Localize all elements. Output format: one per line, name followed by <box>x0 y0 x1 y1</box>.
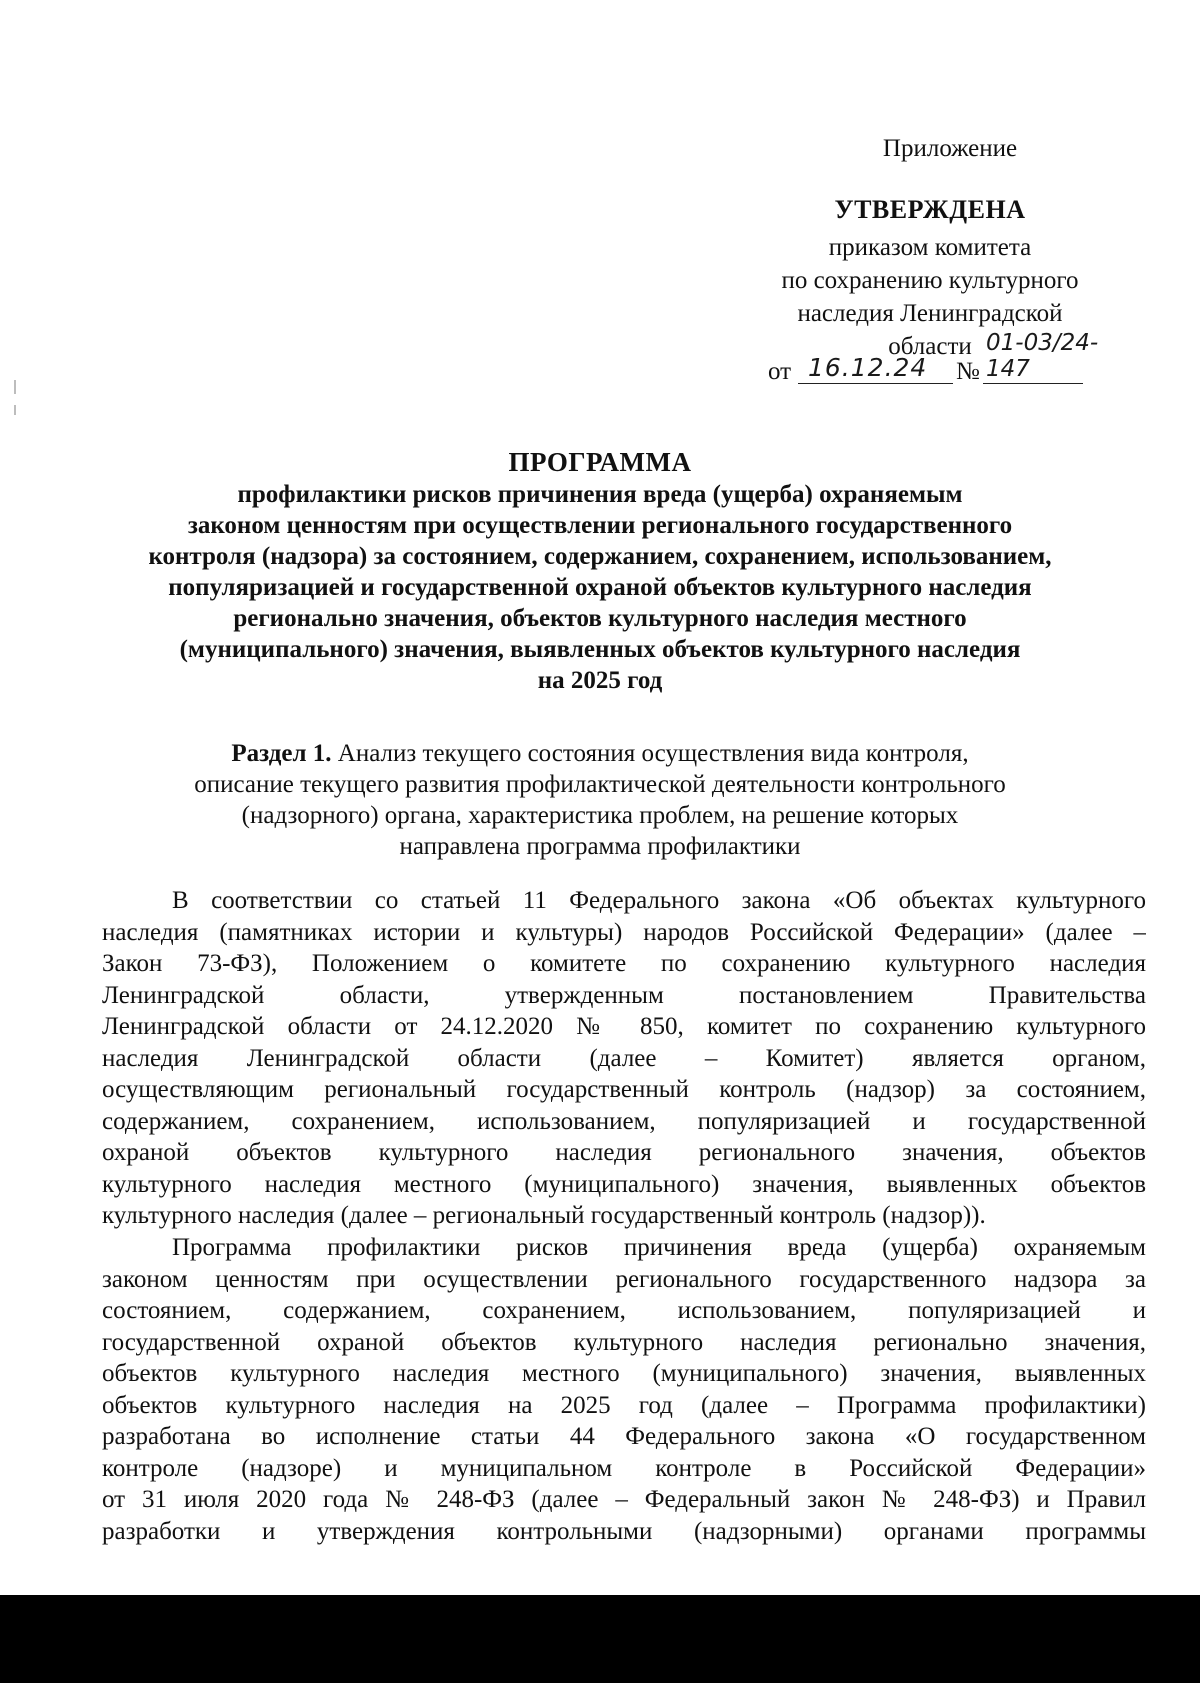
scan-bottom-bar <box>0 1595 1200 1683</box>
paragraph-line: наследия (памятниках истории и культуры) народов Российской Федерации» (далее – <box>102 918 1146 946</box>
appendix-label: Приложение <box>882 135 1018 162</box>
paragraph-line: культурного наследия (далее – региональный государственный контроль (надзор)). <box>102 1202 986 1229</box>
paragraph-line: законом ценностям при осуществлении регионального государственного надзора за <box>102 1265 1146 1293</box>
section-heading-line: описание текущего развития профилактической деятельности контрольного <box>194 771 1006 798</box>
paragraph-1 <box>102 885 1146 1232</box>
paragraph-line: государственной охраной объектов культурного наследия регионально значения, <box>102 1328 1146 1356</box>
paragraph-line: состоянием, содержанием, сохранением, использованием, популяризацией и <box>102 1297 1146 1324</box>
program-subtitle-line: профилактики рисков причинения вреда (ущерба) охраняемым <box>237 481 963 508</box>
section-heading-line: направлена программа профилактики <box>399 833 801 860</box>
section-heading-line <box>80 738 1120 769</box>
date-underline <box>798 383 953 384</box>
number-underline <box>983 383 1083 384</box>
section-title-first: Анализ текущего состояния осуществления вида контроля, <box>331 740 969 767</box>
paragraph-line: осуществляющим региональный государственный контроль (надзор) за состоянием, <box>102 1076 1146 1103</box>
approval-line: области <box>888 333 972 360</box>
approval-title: УТВЕРЖДЕНА <box>834 195 1026 224</box>
program-subtitle <box>80 479 1120 696</box>
program-heading <box>80 445 1120 696</box>
program-subtitle-line: контроля (надзора) за состоянием, содержанием, сохранением, использованием, <box>148 543 1052 570</box>
paragraph-line: объектов культурного наследия на 2025 год (далее – Программа профилактики) <box>102 1391 1146 1419</box>
paragraph-line: разработана во исполнение статьи 44 Федерального закона «О государственном <box>102 1423 1146 1450</box>
paragraph-line: В соответствии со статьей 11 Федерального закона «Об объектах культурного <box>172 887 1146 914</box>
program-subtitle-line: законом ценностям при осуществлении регионального государственного <box>187 512 1013 539</box>
paragraph-line: Ленинградской области от 24.12.2020 № 850, комитет по сохранению культурного <box>102 1013 1146 1040</box>
paragraph-line: от 31 июля 2020 года № 248-ФЗ (далее – Федеральный закон № 248-ФЗ) и Правил <box>102 1486 1146 1513</box>
date-handwritten: 16.12.24 <box>808 353 928 382</box>
number-handwritten: 01-03/24-147 <box>986 330 1099 382</box>
paragraph-line: охраной объектов культурного наследия регионального значения, объектов <box>102 1139 1146 1166</box>
paragraph-line: наследия Ленинградской области (далее – Комитет) является органом, <box>102 1044 1146 1072</box>
number-prefix: № <box>956 358 980 385</box>
scan-edge-mark <box>14 380 16 394</box>
paragraph-line: объектов культурного наследия местного (муниципального) значения, выявленных <box>102 1360 1146 1387</box>
paragraph-line: контроле (надзоре) и муниципальном контроле в Российской Федерации» <box>102 1454 1146 1482</box>
section-label: Раздел 1. <box>231 740 332 767</box>
program-subtitle-line: на 2025 год <box>537 667 663 694</box>
date-prefix: от <box>768 358 792 385</box>
approval-line: приказом комитета <box>828 234 1032 261</box>
paragraph-line: культурного наследия местного (муниципального) значения, выявленных объектов <box>102 1170 1146 1198</box>
section-heading <box>80 738 1120 862</box>
paragraph-line: разработки и утверждения контрольными (надзорными) органами программы <box>102 1517 1146 1545</box>
paragraph-line: Ленинградской области, утвержденным постановлением Правительства <box>102 981 1146 1009</box>
program-subtitle-line: популяризацией и государственной охраной объектов культурного наследия <box>168 574 1032 601</box>
approval-line: по сохранению культурного <box>781 267 1079 294</box>
program-title: ПРОГРАММА <box>508 447 692 477</box>
approval-line: наследия Ленинградской <box>797 300 1063 327</box>
scan-edge-mark <box>14 405 16 415</box>
paragraph-line: содержанием, сохранением, использованием, популяризацией и государственной <box>102 1107 1146 1135</box>
section-heading-line: (надзорного) органа, характеристика проблем, на решение которых <box>241 802 959 829</box>
paragraph-2 <box>102 1232 1146 1547</box>
paragraph-line: Программа профилактики рисков причинения вреда (ущерба) охраняемым <box>172 1234 1146 1261</box>
program-subtitle-line: (муниципального) значения, выявленных объектов культурного наследия <box>179 636 1021 663</box>
paragraph-line: Закон 73-ФЗ), Положением о комитете по сохранению культурного наследия <box>102 950 1146 977</box>
program-subtitle-line: регионально значения, объектов культурного наследия местного <box>233 605 967 632</box>
